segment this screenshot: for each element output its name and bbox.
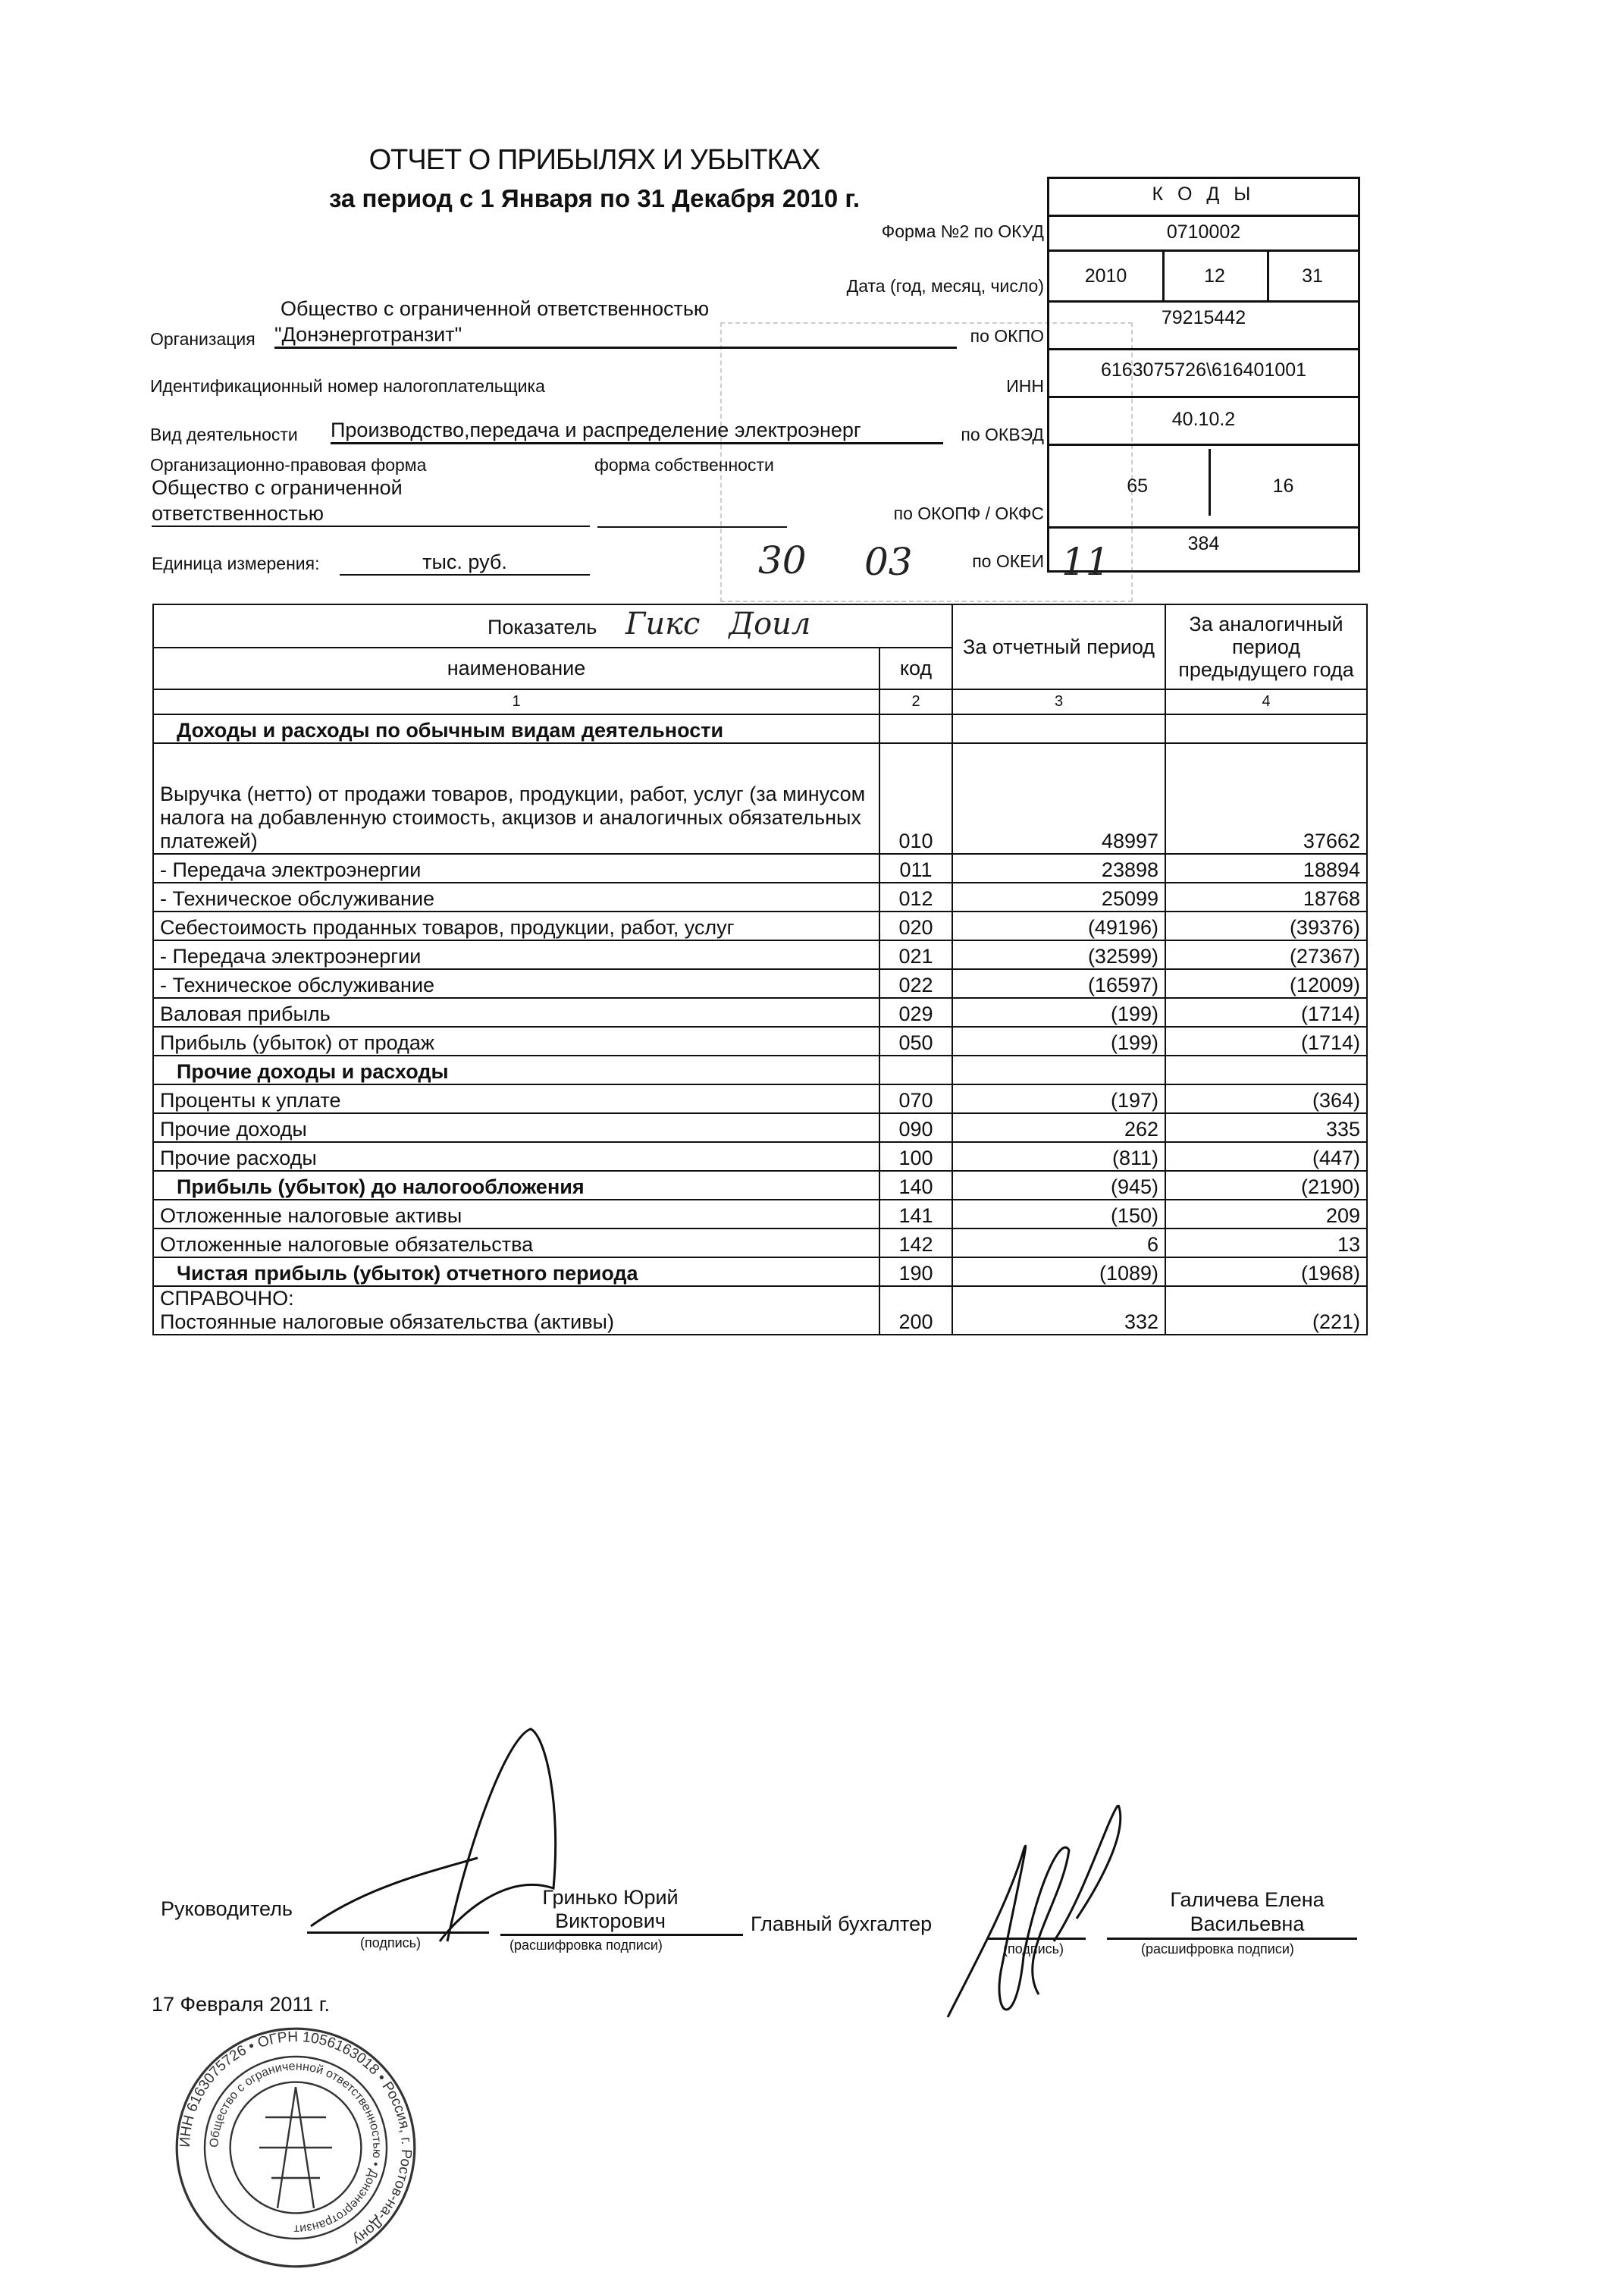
head-decode-caption: (расшифровка подписи): [509, 1938, 663, 1953]
accountant-signature: [940, 1805, 1137, 2048]
inn-label: ИНН: [1006, 376, 1044, 396]
row-name: Прибыль (убыток) от продаж: [153, 1027, 879, 1056]
date-codes: [1049, 252, 1358, 303]
previous-period-header: За аналогичный период предыдущего года: [1165, 604, 1367, 689]
row-current-value: (1089): [952, 1257, 1165, 1286]
unit-value: тыс. руб.: [340, 551, 590, 576]
head-name-line: [500, 1934, 743, 1936]
org-name-line2: "Донэнерготранзит": [274, 323, 957, 349]
accountant-decode-caption: (расшифровка подписи): [1141, 1941, 1294, 1956]
activity-value: Производство,передача и распределение электроэнерг: [331, 419, 943, 444]
row-name: Выручка (нетто) от продажи товаров, продукции, работ, услуг (за минусом налога на добавленную стоимость, акцизов и аналогичных обязательных платежей): [153, 743, 879, 854]
reference-label: СПРАВОЧНО:: [160, 1287, 294, 1310]
row-name: Чистая прибыль (убыток) отчетного периода: [153, 1257, 879, 1286]
signing-date: 17 Февраля 2011 г.: [152, 1993, 330, 2016]
table-row: [153, 912, 1367, 940]
legal-form-line1: Общество с ограниченной: [152, 476, 403, 499]
okopf-code: 65: [1127, 475, 1148, 497]
column-number-row: [153, 689, 1367, 714]
row-code: 090: [879, 1113, 952, 1142]
row-name: - Техническое обслуживание: [153, 969, 879, 998]
table-row: [153, 1113, 1367, 1142]
head-label: Руководитель: [161, 1897, 293, 1920]
code-header: код: [879, 648, 952, 689]
row-previous-value: (447): [1165, 1142, 1367, 1171]
row-previous-value: [1165, 1056, 1367, 1084]
org-label: Организация: [150, 329, 256, 349]
table-row: [153, 743, 1367, 854]
row-name: Прочие расходы: [153, 1142, 879, 1171]
row-code: 020: [879, 912, 952, 940]
row-current-value: [952, 1056, 1165, 1084]
column-number: 4: [1165, 689, 1367, 714]
handwritten-month: 03: [864, 540, 913, 584]
row-current-value: (199): [952, 998, 1165, 1027]
name-header: наименование: [153, 648, 879, 689]
row-name: Прочие доходы: [153, 1113, 879, 1142]
handwritten-day: 30: [758, 538, 807, 582]
row-code: 140: [879, 1171, 952, 1200]
row-code: 021: [879, 940, 952, 969]
row-current-value: (945): [952, 1171, 1165, 1200]
row-previous-value: [1165, 714, 1367, 743]
table-row: [153, 1027, 1367, 1056]
reference-row: [153, 1286, 1367, 1335]
accountant-name-line2: Васильевна: [1190, 1913, 1305, 1935]
row-code: [879, 714, 952, 743]
row-name: Отложенные налоговые обязательства: [153, 1228, 879, 1257]
inn-text: Идентификационный номер налогоплательщика: [150, 376, 545, 396]
row-current-value: 48997: [952, 743, 1165, 854]
accountant-sign-caption: (подпись): [1003, 1941, 1064, 1956]
row-previous-value: (221): [1165, 1286, 1367, 1335]
accountant-signature-line: [987, 1938, 1086, 1940]
header-row: [153, 604, 1367, 648]
inn-code: 6163075726\616401001: [1049, 350, 1358, 398]
row-previous-value: (39376): [1165, 912, 1367, 940]
row-code: 100: [879, 1142, 952, 1171]
table-row: [153, 1171, 1367, 1200]
row-current-value: 6: [952, 1228, 1165, 1257]
codes-heading: К О Д Ы: [1049, 179, 1358, 217]
row-code: 029: [879, 998, 952, 1027]
table-row: [153, 1056, 1367, 1084]
row-current-value: 332: [952, 1286, 1165, 1335]
okud-code: 0710002: [1049, 217, 1358, 252]
row-code: 142: [879, 1228, 952, 1257]
row-code: [879, 1056, 952, 1084]
company-seal: [174, 2026, 417, 2269]
row-name: - Передача электроэнергии: [153, 854, 879, 883]
row-name: Доходы и расходы по обычным видам деятельности: [153, 714, 879, 743]
org-name-line1: Общество с ограниченной ответственностью: [281, 297, 710, 320]
row-code: 190: [879, 1257, 952, 1286]
column-number: 2: [879, 689, 952, 714]
table-row: [153, 883, 1367, 912]
power-tower-icon: [259, 2087, 332, 2208]
okfs-code: 16: [1272, 475, 1294, 497]
table-row: [153, 1142, 1367, 1171]
report-period: за период с 1 Января по 31 Декабря 2010 г.: [328, 184, 861, 212]
reference-cell: [153, 1286, 879, 1335]
seal-inner-text: Общество с ограниченной ответственностью • Донэнерготранзит: [208, 2060, 384, 2236]
legal-form-line2: ответственностью: [152, 502, 590, 527]
unit-label: Единица измерения:: [152, 554, 320, 573]
row-previous-value: (1714): [1165, 1027, 1367, 1056]
okei-code: 384: [1187, 533, 1220, 554]
date-year: 2010: [1084, 265, 1127, 287]
column-number: 3: [952, 689, 1165, 714]
row-current-value: 23898: [952, 854, 1165, 883]
table-row: [153, 854, 1367, 883]
head-name-line1: Гринько Юрий: [542, 1886, 679, 1909]
legal-form-label: Организационно-правовая форма: [150, 455, 427, 475]
table-row: [153, 998, 1367, 1027]
profit-loss-table: [152, 604, 1368, 1335]
date-month: 12: [1204, 265, 1225, 287]
table-row: [153, 1257, 1367, 1286]
ownership-label: форма собственности: [594, 455, 774, 475]
accountant-name-line1: Галичева Елена: [1170, 1888, 1325, 1911]
accountant-label: Главный бухгалтер: [751, 1913, 933, 1935]
head-sign-caption: (подпись): [360, 1935, 422, 1950]
handwritten-year: 11: [1061, 540, 1110, 584]
ownership-line: [597, 526, 787, 528]
row-current-value: (32599): [952, 940, 1165, 969]
row-name: Постоянные налоговые обязательства (активы): [160, 1310, 614, 1333]
row-previous-value: (12009): [1165, 969, 1367, 998]
row-code: 200: [879, 1286, 952, 1335]
row-previous-value: 18894: [1165, 854, 1367, 883]
table-row: [153, 1084, 1367, 1113]
current-period-header: За отчетный период: [952, 604, 1165, 689]
row-current-value: (197): [952, 1084, 1165, 1113]
okopf-okfs-codes: [1049, 446, 1358, 529]
row-current-value: (150): [952, 1200, 1165, 1228]
row-code: 011: [879, 854, 952, 883]
indicator-header: Показатель: [488, 616, 597, 639]
indicator-header-cell: [153, 604, 952, 648]
head-signature-line: [307, 1931, 489, 1934]
okopf-label: по ОКОПФ / ОКФС: [893, 504, 1044, 523]
handwritten-note: Гикс Доил: [625, 607, 811, 642]
row-previous-value: (1968): [1165, 1257, 1367, 1286]
row-previous-value: (27367): [1165, 940, 1367, 969]
row-name: Проценты к уплате: [153, 1084, 879, 1113]
okved-code: 40.10.2: [1049, 398, 1358, 446]
row-previous-value: 13: [1165, 1228, 1367, 1257]
row-code: 050: [879, 1027, 952, 1056]
row-code: 010: [879, 743, 952, 854]
activity-label: Вид деятельности: [150, 425, 298, 444]
row-code: 022: [879, 969, 952, 998]
table-row: [153, 1228, 1367, 1257]
table-row: [153, 969, 1367, 998]
column-number: 1: [153, 689, 879, 714]
table-row: [153, 940, 1367, 969]
okved-label: по ОКВЭД: [961, 425, 1044, 444]
row-name: Валовая прибыль: [153, 998, 879, 1027]
okpo-label: по ОКПО: [970, 326, 1044, 346]
row-previous-value: 18768: [1165, 883, 1367, 912]
okud-label: Форма №2 по ОКУД: [881, 221, 1044, 241]
row-name: Прибыль (убыток) до налогообложения: [153, 1171, 879, 1200]
row-code: 012: [879, 883, 952, 912]
row-code: 141: [879, 1200, 952, 1228]
table-row: [153, 1200, 1367, 1228]
row-previous-value: (2190): [1165, 1171, 1367, 1200]
row-name: - Передача электроэнергии: [153, 940, 879, 969]
accountant-name-line: [1107, 1938, 1357, 1940]
row-name: Себестоимость проданных товаров, продукции, работ, услуг: [153, 912, 879, 940]
row-current-value: (16597): [952, 969, 1165, 998]
row-code: 070: [879, 1084, 952, 1113]
row-previous-value: 209: [1165, 1200, 1367, 1228]
table-row: [153, 714, 1367, 743]
row-name: Отложенные налоговые активы: [153, 1200, 879, 1228]
row-previous-value: (364): [1165, 1084, 1367, 1113]
okpo-code: 79215442: [1049, 303, 1358, 350]
codes-box: [1047, 177, 1360, 573]
row-current-value: 25099: [952, 883, 1165, 912]
row-name: Прочие доходы и расходы: [153, 1056, 879, 1084]
report-title: ОТЧЕТ О ПРИБЫЛЯХ И УБЫТКАХ: [368, 144, 820, 176]
head-name-line2: Викторович: [555, 1909, 666, 1932]
row-previous-value: 335: [1165, 1113, 1367, 1142]
date-day: 31: [1302, 265, 1323, 287]
row-previous-value: (1714): [1165, 998, 1367, 1027]
row-current-value: (49196): [952, 912, 1165, 940]
row-name: - Техническое обслуживание: [153, 883, 879, 912]
seal-outer-text: ИНН 6163075726 • ОГРН 1056163018 • Россия, г. Ростов-на-Дону: [177, 2029, 415, 2248]
okei-label: по ОКЕИ: [972, 551, 1044, 571]
row-previous-value: 37662: [1165, 743, 1367, 854]
row-current-value: (811): [952, 1142, 1165, 1171]
date-label: Дата (год, месяц, число): [846, 276, 1044, 296]
row-current-value: 262: [952, 1113, 1165, 1142]
row-current-value: [952, 714, 1165, 743]
row-current-value: (199): [952, 1027, 1165, 1056]
